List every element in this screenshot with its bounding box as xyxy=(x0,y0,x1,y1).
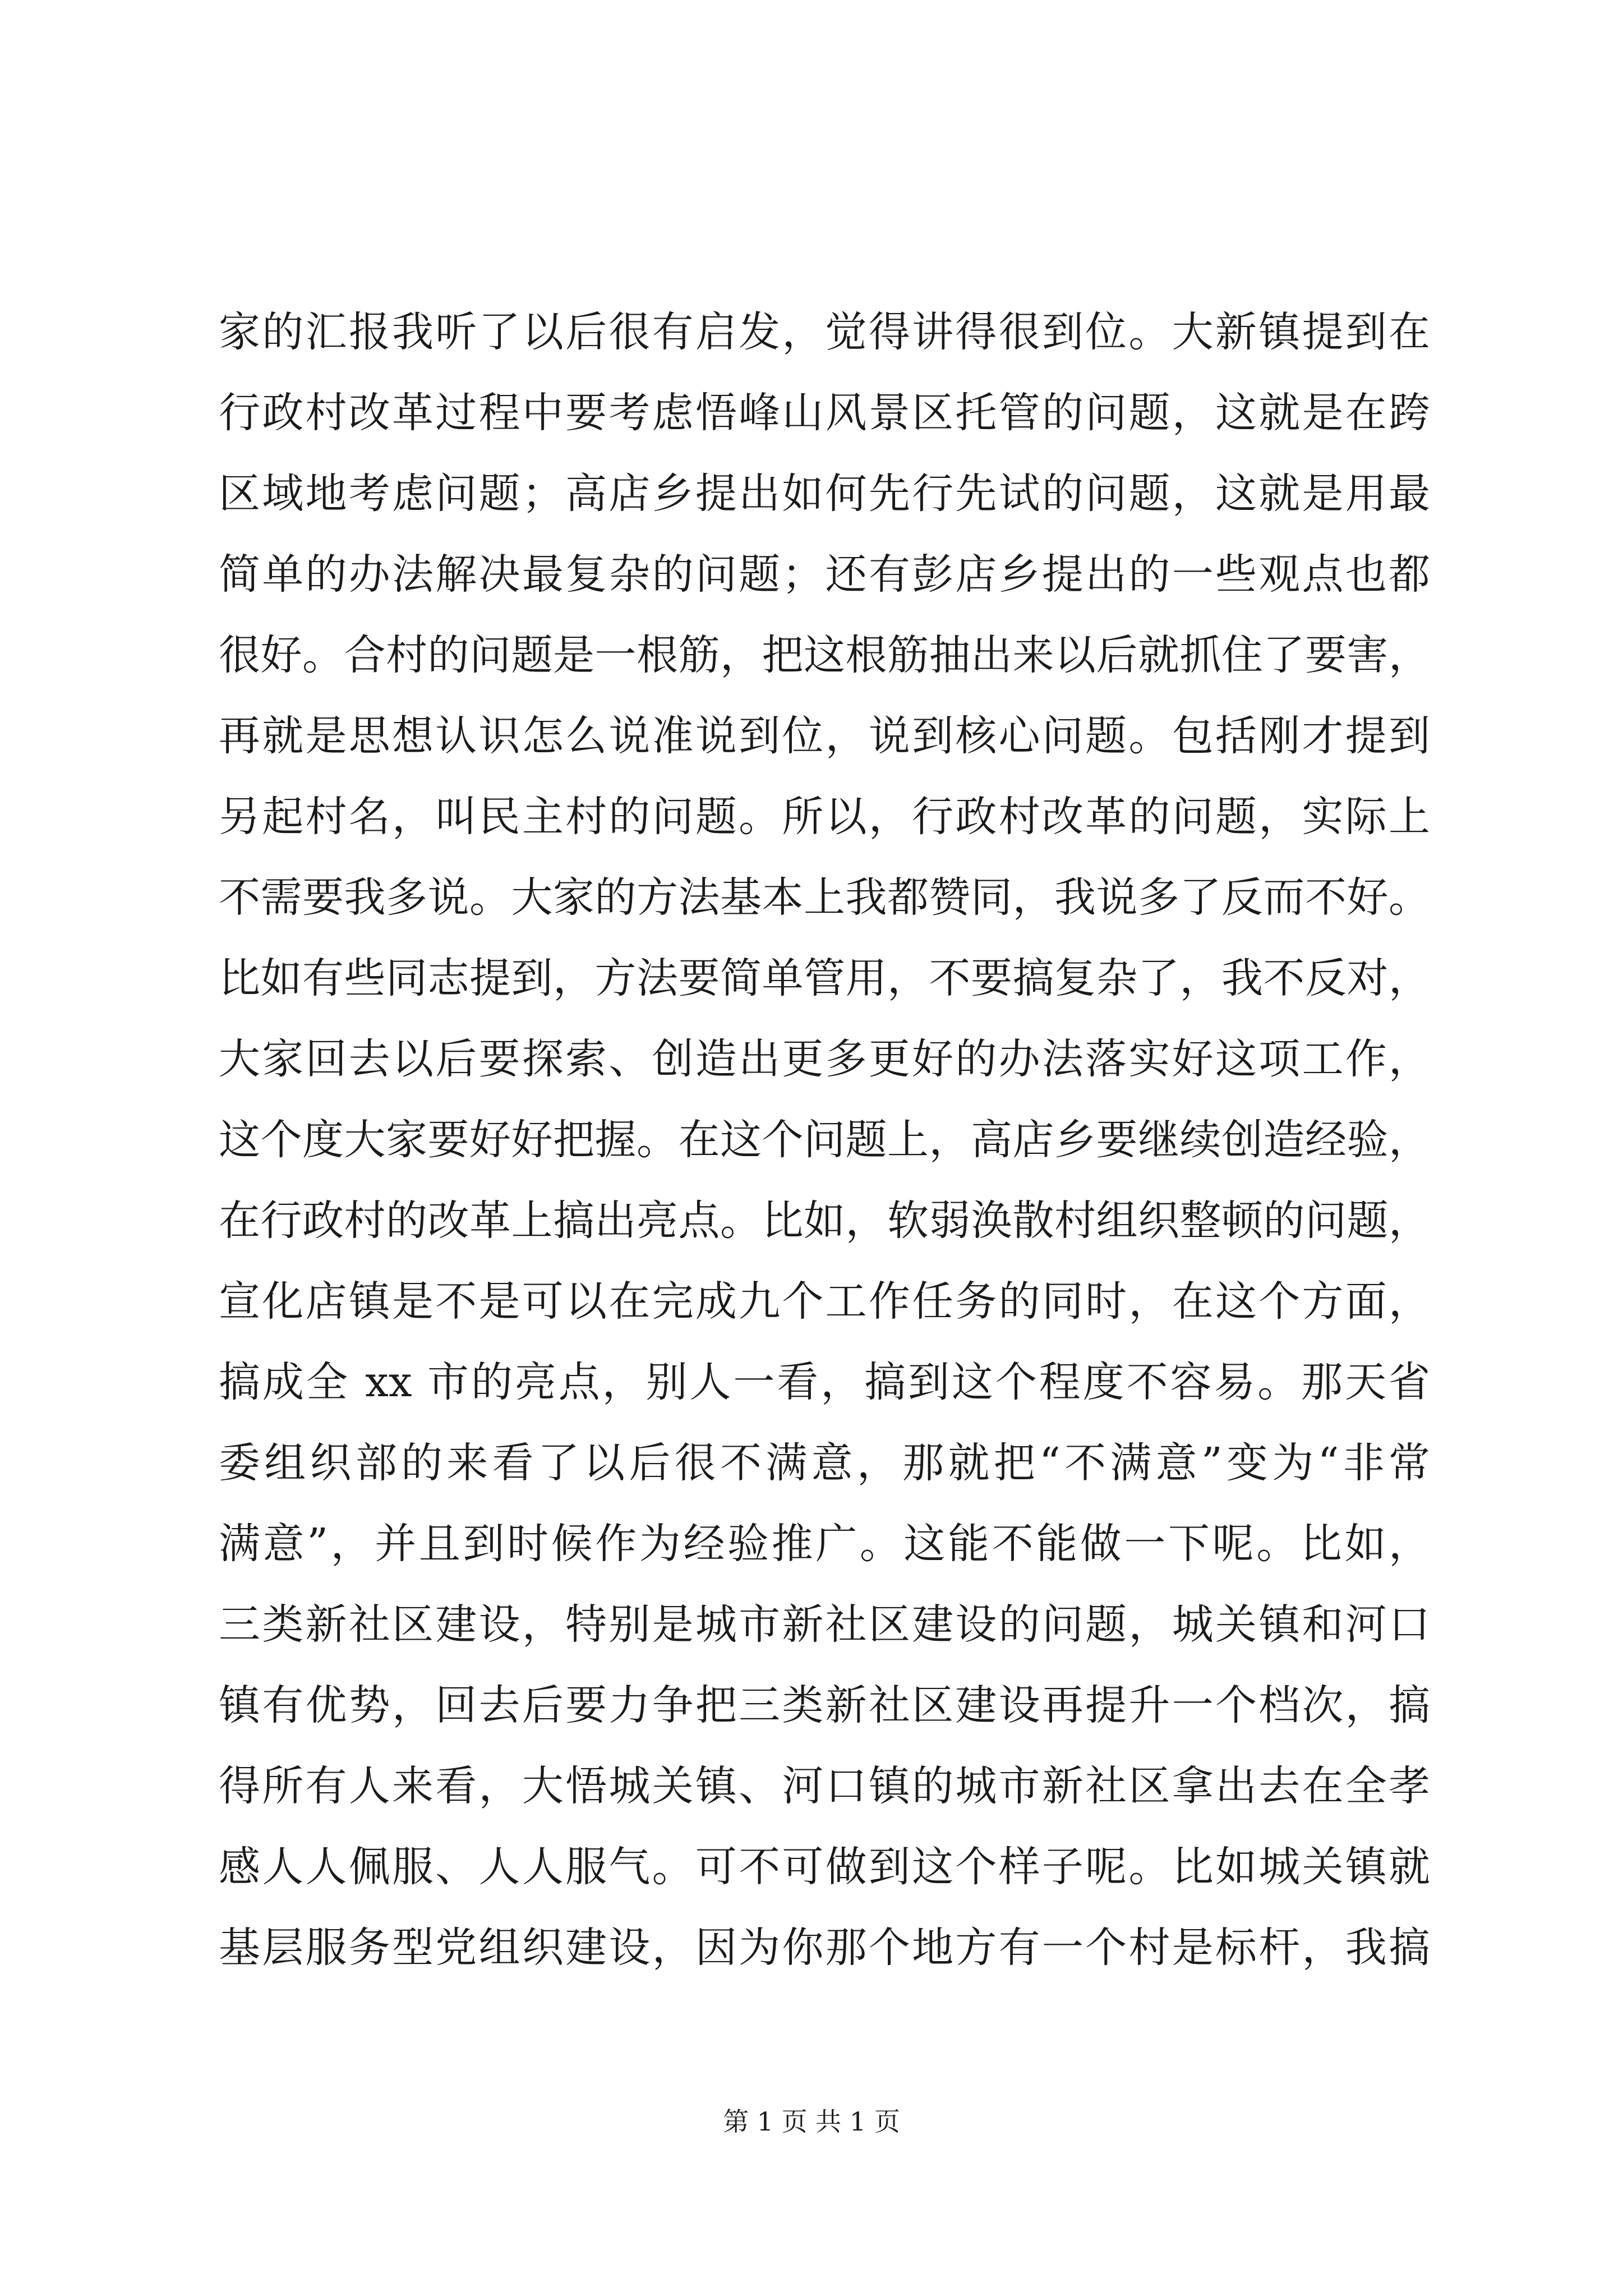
text-line: 感人人佩服、人人服气。可不可做到这个样子呢。比如城关镇就 xyxy=(219,1843,1430,1891)
text-line: 不需要我多说。大家的方法基本上我都赞同，我说多了反而不好。 xyxy=(219,873,1430,922)
text-line: 镇有优势，回去后要力争把三类新社区建设再提升一个档次，搞 xyxy=(219,1681,1430,1729)
text-line: 委组织部的来看了以后很不满意，那就把“不满意”变为“非常 xyxy=(219,1439,1430,1487)
text-line: 基层服务型党组织建设，因为你那个地方有一个村是标杆，我搞 xyxy=(219,1924,1430,1972)
text-line: 大家回去以后要探索、创造出更多更好的办法落实好这项工作， xyxy=(219,1035,1430,1083)
text-line: 家的汇报我听了以后很有启发，觉得讲得很到位。大新镇提到在 xyxy=(219,308,1430,356)
text-line: 在行政村的改革上搞出亮点。比如，软弱涣散村组织整顿的问题， xyxy=(219,1197,1430,1245)
text-line: 满意”，并且到时候作为经验推广。这能不能做一下呢。比如， xyxy=(219,1520,1430,1568)
text-line: 行政村改革过程中要考虑悟峰山风景区托管的问题，这就是在跨 xyxy=(219,389,1430,437)
text-line: 得所有人来看，大悟城关镇、河口镇的城市新社区拿出去在全孝 xyxy=(219,1762,1430,1810)
body-text xyxy=(219,292,1430,1988)
text-line: 比如有些同志提到，方法要简单管用，不要搞复杂了，我不反对， xyxy=(219,954,1430,1002)
text-line: 再就是思想认识怎么说准说到位，说到核心问题。包括刚才提到 xyxy=(219,712,1430,760)
text-line: 区域地考虑问题；高店乡提出如何先行先试的问题，这就是用最 xyxy=(219,470,1430,518)
text-line: 简单的办法解决最复杂的问题；还有彭店乡提出的一些观点也都 xyxy=(219,550,1430,599)
text-line: 搞成全 xx 市的亮点，别人一看，搞到这个程度不容易。那天省 xyxy=(219,1358,1430,1406)
text-line: 三类新社区建设，特别是城市新社区建设的问题，城关镇和河口 xyxy=(219,1600,1430,1649)
page-footer: 第 1 页 共 1 页 xyxy=(723,2106,900,2137)
text-line: 另起村名，叫民主村的问题。所以，行政村改革的问题，实际上 xyxy=(219,793,1430,841)
text-line: 宣化店镇是不是可以在完成九个工作任务的同时，在这个方面， xyxy=(219,1277,1430,1326)
text-line: 很好。合村的问题是一根筋，把这根筋抽出来以后就抓住了要害， xyxy=(219,631,1430,679)
text-line: 这个度大家要好好把握。在这个问题上，高店乡要继续创造经验， xyxy=(219,1116,1430,1164)
